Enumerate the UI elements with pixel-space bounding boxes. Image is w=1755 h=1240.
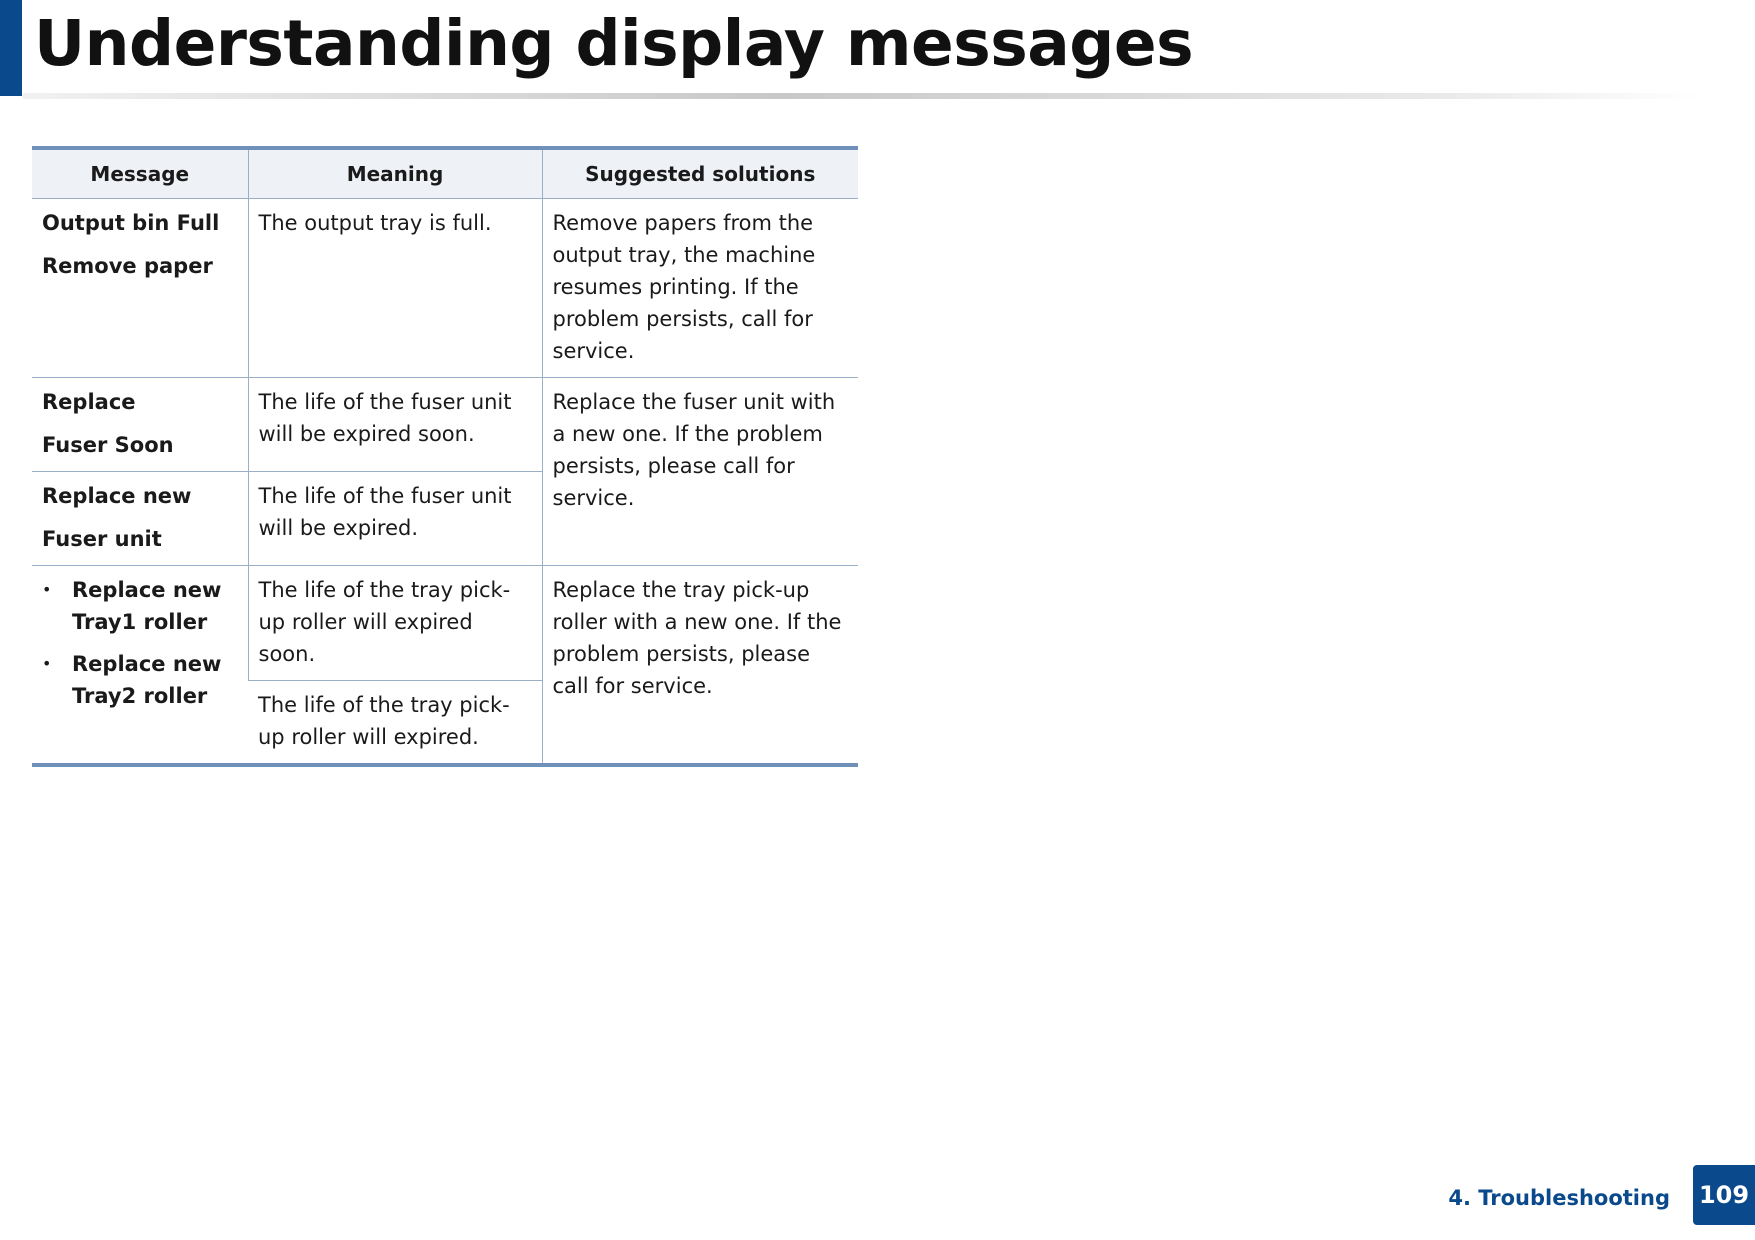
list-item	[42, 648, 238, 712]
message-bullet-list	[42, 574, 238, 712]
meaning-cell: The life of the tray pick-up roller will expired.	[248, 681, 542, 766]
list-item	[42, 574, 238, 638]
page-number-badge: 109	[1693, 1165, 1755, 1225]
message-cell	[32, 472, 248, 566]
table-row	[32, 199, 858, 378]
display-messages-table	[32, 146, 858, 767]
message-text: Fuser unit	[42, 527, 162, 551]
bullet-icon: •	[42, 580, 52, 599]
meaning-cell: The life of the tray pick-up roller will expired soon.	[248, 566, 542, 681]
header-meaning: Meaning	[248, 148, 542, 199]
message-text: Replace	[42, 390, 136, 414]
header-suggested-solutions: Suggested solutions	[542, 148, 858, 199]
message-text: Remove paper	[42, 254, 213, 278]
solution-cell: Replace the tray pick-up roller with a new one. If the problem persists, please call for service.	[542, 566, 858, 766]
meaning-cell: The output tray is full.	[248, 199, 542, 378]
title-divider	[22, 93, 1702, 99]
message-text: Replace new	[42, 484, 192, 508]
meaning-cell: The life of the fuser unit will be expired.	[248, 472, 542, 566]
message-text: Fuser Soon	[42, 433, 174, 457]
table-header-row	[32, 148, 858, 199]
solution-cell: Replace the fuser unit with a new one. If the problem persists, please call for service.	[542, 378, 858, 566]
solution-cell: Remove papers from the output tray, the machine resumes printing. If the problem persists, call for service.	[542, 199, 858, 378]
message-text: Output bin Full	[42, 211, 220, 235]
section-label: 4. Troubleshooting	[1448, 1186, 1670, 1210]
table-row	[32, 566, 858, 681]
table-row	[32, 378, 858, 472]
header-message: Message	[32, 148, 248, 199]
page-title: Understanding display messages	[34, 7, 1194, 80]
message-cell	[32, 566, 248, 766]
message-cell	[32, 199, 248, 378]
bullet-icon: •	[42, 654, 52, 673]
meaning-cell: The life of the fuser unit will be expired soon.	[248, 378, 542, 472]
message-text: Replace new Tray2 roller	[72, 652, 222, 708]
message-cell	[32, 378, 248, 472]
message-text: Replace new Tray1 roller	[72, 578, 222, 634]
title-accent-bar	[0, 0, 22, 96]
